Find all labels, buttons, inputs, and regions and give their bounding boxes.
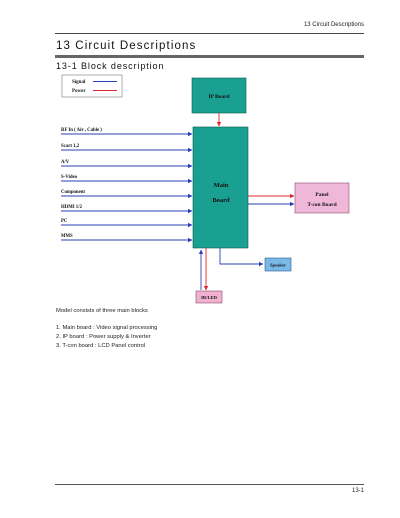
- input-label: RF In ( Air , Cable ): [61, 128, 102, 133]
- input-label: HDMI 1/2: [61, 205, 82, 210]
- intro-text: Model consists of three main blocks: [56, 308, 148, 314]
- list-item: 2. IP board : Power supply & Inverter: [56, 334, 151, 340]
- input-label: Scart 1,2: [61, 144, 80, 149]
- input-label: S-Video: [61, 175, 78, 180]
- legend: [62, 75, 122, 97]
- input-label: PC: [61, 219, 68, 224]
- ir-led-label: IR/LED: [201, 295, 217, 300]
- footer-rule: [55, 484, 364, 485]
- subsection-title: 13-1 Block description: [56, 61, 165, 71]
- input-label: MMS: [61, 234, 73, 239]
- speaker-label: Speaker: [269, 262, 287, 268]
- running-header: 13 Circuit Descriptions: [303, 22, 364, 28]
- panel-tcon-block: [295, 183, 349, 213]
- main-board-label-line1: Main: [213, 182, 229, 189]
- panel-label-line2: T-con Board: [307, 202, 337, 208]
- list-item: 1. Main board : Video signal processing: [56, 325, 158, 331]
- page-number: 13-1: [351, 488, 364, 494]
- legend-power-label: Power: [72, 89, 86, 94]
- input-label: A/V: [61, 160, 70, 165]
- main-board-label-line2: Board: [212, 197, 230, 204]
- section-title: 13 Circuit Descriptions: [56, 40, 197, 52]
- ip-board-label: IP Board: [208, 94, 230, 100]
- input-label: Component: [61, 190, 85, 195]
- main-to-speaker-arrow: [220, 248, 263, 264]
- panel-label-line1: Panel: [315, 192, 329, 198]
- input-signals: [61, 128, 192, 240]
- legend-signal-label: Signal: [72, 80, 86, 85]
- list-item: 3. T-con board : LCD Panel control: [56, 343, 146, 349]
- legend-box: [62, 75, 122, 97]
